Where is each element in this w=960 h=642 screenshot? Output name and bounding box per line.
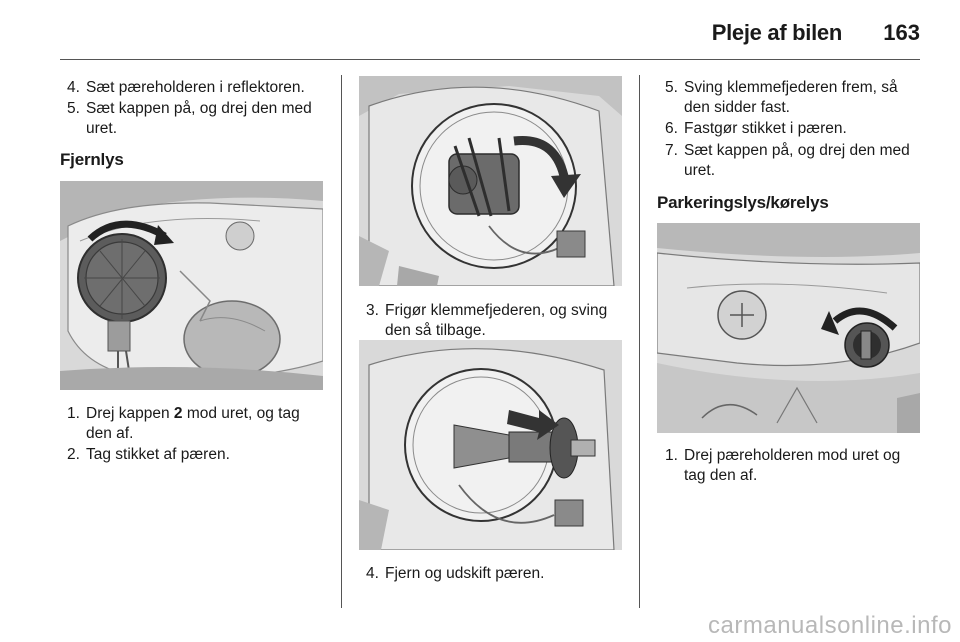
headlight-illustration-icon <box>60 181 323 390</box>
list-item: 5. Sving klemmefjederen frem, så den sidder fast. <box>665 79 898 116</box>
list-item: 5. Sæt kappen på, og drej den med uret. <box>67 100 312 137</box>
list-item: 1. Drej pæreholderen mod uret og tag den af. <box>665 447 901 484</box>
bulb-holder-illustration-icon <box>359 76 622 286</box>
section-heading: Parkeringslys/kørelys <box>657 193 829 212</box>
header-divider <box>60 59 920 60</box>
watermark: carmanualsonline.info <box>708 612 952 639</box>
column-divider-2 <box>639 75 640 608</box>
figure-remove-bulb <box>359 340 622 550</box>
page-header <box>0 0 960 60</box>
column-divider-1 <box>341 75 342 608</box>
bulb-removal-illustration-icon <box>359 340 622 550</box>
page-number: 163 <box>883 20 920 45</box>
figure-parking-light <box>657 223 920 433</box>
figure-high-beam-cap <box>60 181 323 390</box>
page-title: Pleje af bilen <box>711 20 842 45</box>
parking-light-illustration-icon <box>657 223 920 433</box>
figure-clip-spring <box>359 76 622 286</box>
list-item: 3. Frigør klemmefjederen, og sving den så tilbage. <box>366 302 608 339</box>
list-item: 1. Drej kappen 2 mod uret, og tag den af. <box>67 405 300 442</box>
list-item: 7. Sæt kappen på, og drej den med uret. <box>665 142 910 179</box>
section-heading: Fjernlys <box>60 150 124 169</box>
